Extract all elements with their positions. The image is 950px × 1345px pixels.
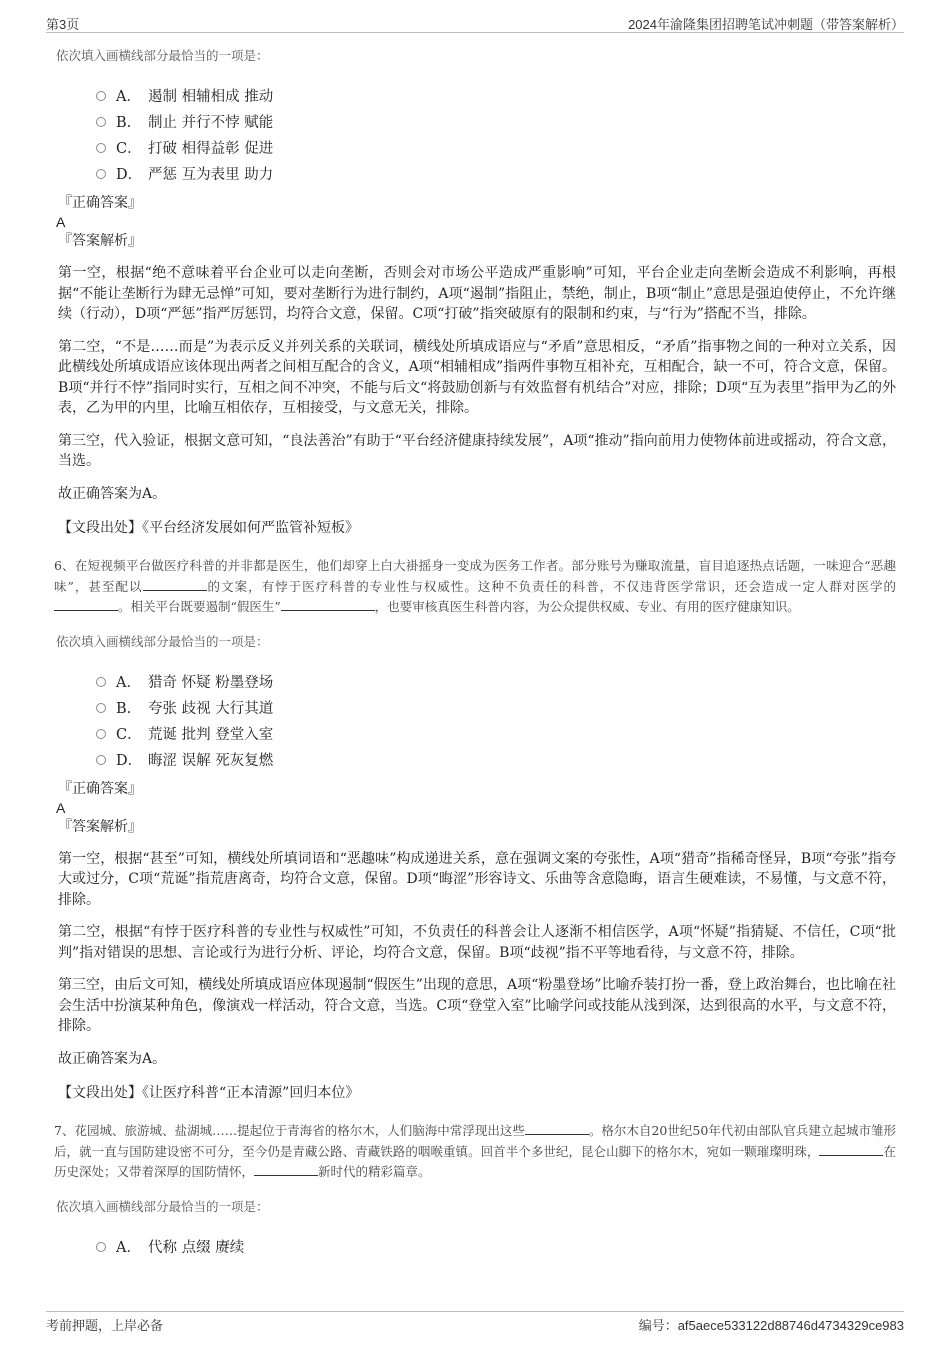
q5-answer-label: 『正确答案』 — [58, 195, 142, 211]
blank-line — [143, 577, 207, 591]
blank-line — [54, 597, 118, 611]
page-header — [46, 12, 904, 33]
blank-line — [254, 1162, 318, 1176]
radio-icon[interactable] — [96, 169, 106, 179]
q6-analysis-para: 第三空，由后文可知，横线处所填成语应体现遏制“假医生”出现的意思，A项“粉墨登场”比喻乔装打扮一番，登上政治舞台，也比喻在社会生活中扮演某种角色，像演戏一样活动，符合文意，当选。C项“登堂入室”比喻学问或技能从浅到深，达到很高的水平，与文意不符，排除。 — [58, 977, 896, 1034]
q6-answer-label: 『正确答案』 — [58, 780, 142, 797]
q5-option-b[interactable]: B. 制止 并行不悖 赋能 — [96, 110, 896, 136]
q5-options — [96, 84, 896, 188]
radio-icon[interactable] — [96, 1242, 106, 1252]
radio-icon[interactable] — [96, 117, 106, 127]
q5-prompt: 依次填入画横线部分最恰当的一项是： — [56, 48, 269, 63]
q6-analysis-para: 第一空，根据“甚至”可知，横线处所填词语和“恶趣味”构成递进关系，意在强调文案的夸张性，A项“猎奇”指稀奇怪异，B项“夸张”指夸大或过分，C项“荒诞”指荒唐离奇，均符合文意，保留。D项“晦涩”形容诗文、乐曲等含意隐晦，语言生硬难读，不易懂，与文意不符，排除。 — [58, 850, 896, 908]
q5-source: 【文段出处】《平台经济发展如何严监管补短板》 — [58, 520, 359, 536]
radio-icon[interactable] — [96, 729, 106, 739]
q7-option-a[interactable]: A． 代称 点缀 赓续 — [96, 1235, 896, 1261]
page-footer — [46, 1311, 904, 1334]
footer-slogan: 考前押题，上岸必备 — [46, 1318, 164, 1333]
radio-icon[interactable] — [96, 677, 106, 687]
radio-icon[interactable] — [96, 755, 106, 765]
document-code: 编号：af5aece533122d88746d4734329ce983 — [638, 1318, 904, 1333]
q6-stem: 6、在短视频平台做医疗科普的并非都是医生，他们却穿上白大褂摇身一变成为医务工作者。部分账号为赚取流量，盲目追逐热点话题，一味迎合“恶趣味”，甚至配以 的文案，有悖于医疗科普的专业性与权威性。这种不负责任的科普，不仅违背医学常识，还会造成一定人群对医学的。相关平台既要遏制“假医生” ，也要审核真医生科普内容，为公众提供权威、专业、有用的医疗健康知识。 — [54, 558, 896, 614]
q7-stem: 7、花园城、旅游城、盐湖城……提起位于青海省的格尔木，人们脑海中常浮现出这些 。格尔木自20世纪50年代初由部队官兵建立起城市雏形后，就一直与国防建设密不可分，至今仍是青藏公路、青藏铁路的咽喉重镇。回首半个多世纪，昆仑山脚下的格尔木，宛如一颗璀璨明珠， 在历史深处；又带着深厚的国防情怀， 新时代的精彩篇章。 — [54, 1123, 896, 1179]
document-title: 2024年渝隆集团招聘笔试冲刺题（带答案解析） — [628, 17, 904, 32]
blank-line — [525, 1121, 589, 1135]
q5-option-a[interactable]: A． 遏制 相辅相成 推动 — [96, 84, 896, 110]
q6-prompt: 依次填入画横线部分最恰当的一项是： — [56, 633, 269, 649]
q7-prompt: 依次填入画横线部分最恰当的一项是： — [56, 1198, 269, 1214]
document-body — [56, 44, 896, 1261]
q6-option-c[interactable]: C． 荒诞 批判 登堂入室 — [96, 722, 896, 748]
q6-conclusion: 故正确答案为A。 — [58, 1050, 167, 1067]
q6-options — [96, 670, 896, 774]
page-number: 第3页 — [46, 17, 80, 32]
q6-option-b[interactable]: B. 夸张 歧视 大行其道 — [96, 696, 896, 722]
radio-icon[interactable] — [96, 703, 106, 713]
q5-conclusion: 故正确答案为A。 — [58, 485, 167, 502]
radio-icon[interactable] — [96, 143, 106, 153]
q5-analysis-para: 第一空，根据“绝不意味着平台企业可以走向垄断，否则会对市场公平造成严重影响”可知，平台企业走向垄断会造成不利影响，再根据“不能让垄断行为肆无忌惮”可知，要对垄断行为进行制约，A项“遏制”指阻止，禁绝，制止，B项“制止”意思是强迫使停止，不允许继续（行动），D项“严惩”指严厉惩罚，均符合文意，保留。C项“打破”指突破原有的限制和约束，与“行为”搭配不当，排除。 — [58, 265, 896, 322]
radio-icon[interactable] — [96, 91, 106, 101]
q5-option-d[interactable]: D． 严惩 互为表里 助力 — [96, 162, 896, 188]
q5-option-c[interactable]: C． 打破 相得益彰 促进 — [96, 136, 896, 162]
q6-analysis-label: 『答案解析』 — [58, 818, 142, 835]
q5-analysis-para: 第三空，代入验证，根据文意可知，“良法善治”有助于“平台经济健康持续发展”，A项“推动”指向前用力使物体前进或摇动，符合文意，当选。 — [58, 432, 896, 469]
q6-source: 【文段出处】《让医疗科普“正本清源”回归本位》 — [58, 1085, 360, 1101]
q6-analysis-para: 第二空，根据“有悖于医疗科普的专业性与权威性”可知，不负责任的科普会让人逐渐不相信医学，A项“怀疑”指猜疑、不信任，C项“批判”指对错误的思想、言论或行为进行分析、评论，均符合文意，保留。B项“歧视”指不平等地看待，与文意不符，排除。 — [58, 924, 896, 961]
q6-answer: A — [56, 799, 66, 816]
q6-option-a[interactable]: A． 猎奇 怀疑 粉墨登场 — [96, 670, 896, 696]
blank-line — [281, 597, 375, 611]
q5-answer: A — [56, 214, 66, 230]
q7-options — [96, 1235, 896, 1261]
q6-option-d[interactable]: D． 晦涩 误解 死灰复燃 — [96, 748, 896, 774]
q5-analysis-para: 第二空，“不是……而是”为表示反义并列关系的关联词，横线处所填成语应与“矛盾”意思相反，“矛盾”指事物之间的一种对立关系，因此横线处所填成语应该体现出两者之间相互配合的含义，A项“相辅相成”指两件事物互相补充，互相配合，缺一不可，符合文意，保留。B项“并行不悖”指同时实行，互相之间不冲突，不能与后文“将鼓励创新与有效监督有机结合”对应，排除；D项“互为表里”指甲为乙的外表，乙为甲的内里，比喻互相依存，互相接受，与文意无关，排除。 — [58, 338, 896, 416]
blank-line — [819, 1142, 883, 1156]
q5-analysis-label: 『答案解析』 — [58, 233, 142, 249]
